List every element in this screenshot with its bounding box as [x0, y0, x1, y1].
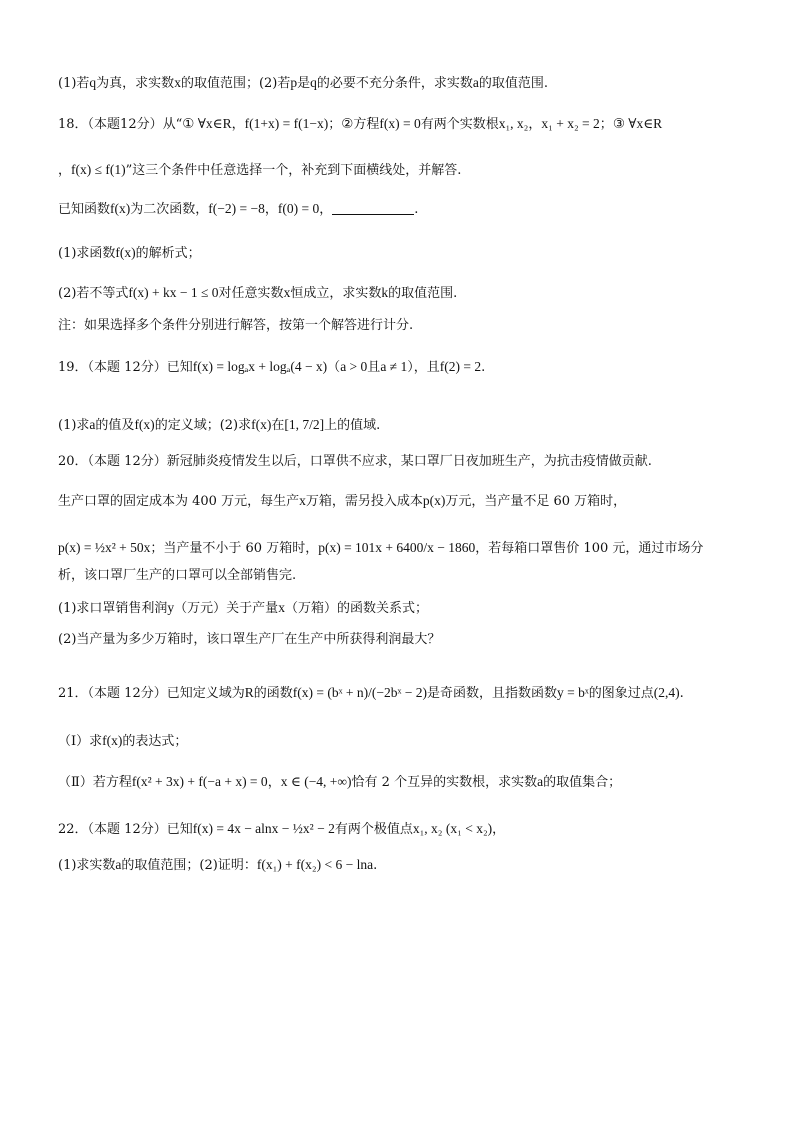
- math-expression: f(x) = 4x − alnx − ½x² − 2: [192, 821, 335, 836]
- line-q18-header-cont: [58, 160, 754, 181]
- text-run: (2)当产量为多少万箱时，该口罩生产厂在生产中所获得利润最大？: [58, 632, 441, 647]
- text-run: .: [373, 858, 378, 873]
- math-expression: x₁, x₂ (x₁ < x₂): [412, 821, 493, 836]
- text-run: （Ⅱ）若方程: [58, 775, 132, 790]
- answer-blank: [332, 202, 414, 215]
- line-q20-part1: [58, 598, 754, 619]
- text-run: （万箱）的函数关系式；: [284, 601, 428, 616]
- math-expression: y: [167, 600, 175, 615]
- math-expression: f(x) = (bˣ + n)/(−2bˣ − 2): [292, 685, 427, 700]
- text-run: 恰有 2 个互异的实数根，求实数: [351, 775, 538, 790]
- math-expression: f(−2) = −8: [208, 201, 265, 216]
- math-expression: [1, 7/2]: [284, 417, 325, 432]
- line-q21-part2: [58, 772, 754, 793]
- text-run: 是奇函数，且指数函数: [426, 686, 557, 701]
- text-run: 的图象过点: [588, 686, 654, 701]
- text-run: ，: [264, 202, 278, 217]
- text-run: 有两个实数根: [420, 117, 499, 132]
- text-run: ”这三个条件中任意选择一个，补充到下面横线处，并解答.: [125, 163, 462, 178]
- text-run: （万元）关于产量: [174, 601, 279, 616]
- text-run: 恒成立，求实数: [290, 286, 382, 301]
- text-run: 对任意实数: [218, 286, 284, 301]
- line-q18-given: [58, 199, 754, 220]
- text-run: .: [414, 202, 419, 217]
- text-run: 注：如果选择多个条件分别进行解答，按第一个解答进行计分.: [58, 318, 414, 333]
- math-expression: f(x) + kx − 1 ≤ 0: [128, 285, 219, 300]
- math-expression: f(x₁) + f(x₂) < 6 − lna: [256, 857, 374, 872]
- text-run: 有两个极值点: [334, 822, 413, 837]
- text-run: .: [679, 686, 684, 701]
- text-run: 的解析式；: [135, 246, 201, 261]
- line-q18-note: [58, 316, 754, 336]
- math-expression: p(x): [422, 493, 446, 508]
- math-expression: a: [115, 857, 122, 872]
- line-q18-header: [58, 114, 754, 135]
- text-run: 的值及: [95, 418, 135, 433]
- line-q18-part2: [58, 283, 754, 304]
- line-q20-body2: [58, 538, 754, 559]
- text-run: ；当产量不小于 60 万箱时，: [150, 541, 319, 556]
- text-run: 且: [367, 360, 381, 375]
- text-run: (1)求实数: [58, 858, 116, 873]
- line-q21-header: [58, 683, 754, 704]
- math-expression: f(2) = 2: [439, 359, 482, 374]
- text-run: （: [327, 360, 341, 375]
- math-expression: f(x): [134, 417, 155, 432]
- text-run: (1)若: [58, 76, 90, 91]
- math-expression: f(x): [115, 245, 136, 260]
- math-expression: x: [174, 75, 181, 90]
- math-expression: a: [472, 75, 479, 90]
- text-run: 的定义域；(2)求: [154, 418, 252, 433]
- math-expression: f(x) = logₐx + logₐ(4 − x): [192, 359, 328, 374]
- math-expression: x: [283, 285, 291, 300]
- text-run: (1)求函数: [58, 246, 116, 261]
- text-run: 万元，当产量不足 60 万箱时，: [445, 494, 627, 509]
- text-run: 21．（本题 12分）已知定义域为: [58, 686, 245, 701]
- math-expression: f(x) = 0: [379, 116, 421, 131]
- math-expression: f(0) = 0: [277, 201, 320, 216]
- line-q22-parts: [58, 855, 754, 876]
- line-q20-body3: [58, 566, 754, 586]
- math-expression: p(x) = ½x² + 50x: [58, 540, 151, 555]
- text-run: 18．（本题12分）从“: [58, 117, 183, 132]
- text-run: ，: [319, 202, 333, 217]
- math-expression: k: [381, 285, 389, 300]
- line-q21-part1: [58, 731, 754, 752]
- text-run: ；: [599, 117, 613, 132]
- text-run: 22．（本题 12分）已知: [58, 822, 193, 837]
- text-run: (2)若不等式: [58, 286, 129, 301]
- text-run: (1)求: [58, 418, 90, 433]
- math-expression: f(1+x) = f(1−x): [244, 116, 329, 131]
- text-run: 是: [297, 76, 311, 91]
- line-q20-body1: [58, 491, 754, 512]
- text-run: 为真，求实数: [96, 76, 175, 91]
- math-expression: x ∈ (−4, +∞): [280, 774, 352, 789]
- text-run: ，若每箱口罩售价 100 元，通过市场分: [475, 541, 704, 556]
- text-run: (1)求口罩销售利润: [58, 601, 168, 616]
- text-run: 的取值范围.: [478, 76, 549, 91]
- math-expression: f(x² + 3x) + f(−a + x) = 0: [131, 774, 268, 789]
- text-run: 万箱，需另投入成本: [305, 494, 423, 509]
- math-expression: a > 0: [340, 359, 368, 374]
- line-q19-parts: [58, 415, 754, 436]
- text-run: ，: [231, 117, 245, 132]
- text-run: ，: [58, 163, 72, 178]
- text-run: 生产口罩的固定成本为 400 万元，每生产: [58, 494, 300, 509]
- math-expression: f(x): [110, 201, 131, 216]
- math-expression: a: [89, 417, 96, 432]
- math-expression: R: [244, 685, 254, 700]
- text-run: 在: [271, 418, 285, 433]
- math-expression: f(x): [251, 417, 272, 432]
- text-run: 已知函数: [58, 202, 111, 217]
- math-expression: f(x) ≤ f(1): [71, 162, 126, 177]
- math-expression: ① ∀x∈R: [182, 116, 232, 131]
- text-run: .: [481, 360, 486, 375]
- math-expression: x₁ + x₂ = 2: [541, 116, 600, 131]
- math-expression: x₁, x₂: [498, 116, 529, 131]
- line-q22-header: [58, 819, 754, 840]
- math-expression: a: [537, 774, 544, 789]
- math-expression: p: [290, 75, 298, 90]
- text-run: 的取值范围；(2)若: [180, 76, 291, 91]
- math-expression: x: [278, 600, 285, 615]
- text-run: 方程: [353, 117, 380, 132]
- math-expression: y = bˣ: [557, 685, 589, 700]
- math-expression: x: [299, 493, 306, 508]
- text-run: ），且: [407, 360, 440, 375]
- text-run: ；: [328, 117, 342, 132]
- math-expression: f(x): [102, 733, 123, 748]
- math-expression: q: [89, 75, 97, 90]
- text-run: 20．（本题 12分）新冠肺炎疫情发生以后，口罩供不应求，某口罩厂日夜加班生产，为抗击疫情做贡献.: [58, 454, 652, 469]
- text-run: 上的值域.: [324, 418, 381, 433]
- math-expression: (2,4): [653, 685, 680, 700]
- text-run: 的表达式；: [122, 734, 188, 749]
- line-q18-part1: [58, 243, 754, 264]
- math-expression: p(x) = 101x + 6400/x − 1860: [318, 540, 476, 555]
- text-run: 的函数: [253, 686, 293, 701]
- line-q17-conditions: [58, 73, 754, 94]
- text-run: 的取值范围；(2)证明：: [121, 858, 257, 873]
- text-run: 的取值集合；: [543, 775, 622, 790]
- line-q20-part2: [58, 630, 754, 650]
- text-run: ，: [528, 117, 542, 132]
- math-expression: q: [310, 75, 317, 90]
- math-expression: ②: [341, 116, 354, 131]
- line-q20-header: [58, 452, 754, 472]
- text-run: 19．（本题 12分）已知: [58, 360, 193, 375]
- text-run: ，: [492, 822, 506, 837]
- math-expression: a ≠ 1: [380, 359, 408, 374]
- text-run: ，: [267, 775, 281, 790]
- text-run: 析，该口罩厂生产的口罩可以全部销售完.: [58, 568, 297, 583]
- text-run: （Ⅰ）求: [58, 734, 103, 749]
- text-run: 的必要不充分条件，求实数: [316, 76, 473, 91]
- line-q19-header: [58, 357, 754, 378]
- text-run: 为二次函数，: [130, 202, 209, 217]
- math-expression: ③ ∀x∈R: [612, 116, 663, 131]
- text-run: 的取值范围.: [388, 286, 458, 301]
